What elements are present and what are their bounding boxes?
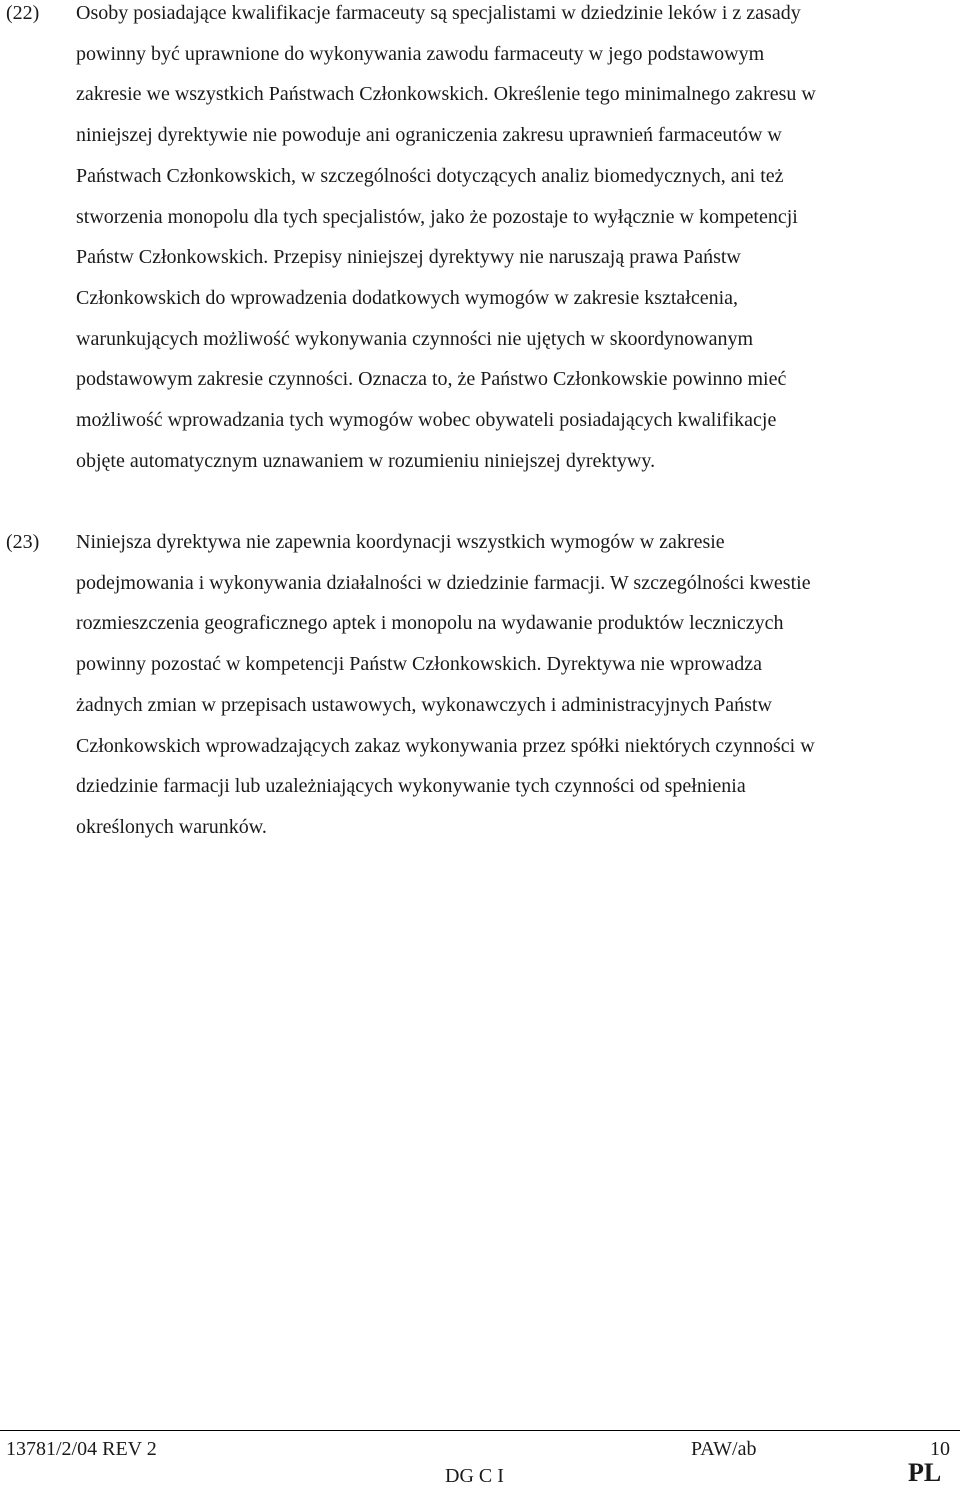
text-line: powinny być uprawnione do wykonywania zawodu farmaceuty w jego podstawowym: [76, 42, 765, 65]
text-line: Państw Członkowskich. Przepisy niniejszej dyrektywy nie naruszają prawa Państw: [76, 246, 741, 269]
text-line: rozmieszczenia geograficznego aptek i monopolu na wydawanie produktów leczniczych: [76, 612, 784, 635]
text-line: niniejszej dyrektywie nie powoduje ani ograniczenia zakresu uprawnień farmaceutów w: [76, 124, 782, 147]
text-line: dziedzinie farmacji lub uzależniających wykonywanie tych czynności od spełnienia: [76, 775, 746, 798]
text-line: zakresie we wszystkich Państwach Członkowskich. Określenie tego minimalnego zakresu w: [76, 83, 816, 106]
text-line: określonych warunków.: [76, 815, 267, 838]
text-line: objęte automatycznym uznawaniem w rozumieniu niniejszej dyrektywy.: [76, 449, 656, 472]
text-line: warunkujących możliwość wykonywania czynności nie ujętych w skoordynowanym: [76, 327, 754, 350]
text-line: Państwach Członkowskich, w szczególności dotyczących analiz biomedycznych, ani też: [76, 164, 784, 187]
recital-number: (23): [6, 531, 40, 553]
text-line: Niniejsza dyrektywa nie zapewnia koordynacji wszystkich wymogów w zakresie: [76, 531, 725, 553]
text-line: stworzenia monopolu dla tych specjalistów, jako że pozostaje to wyłącznie w kompetencji: [76, 205, 798, 228]
text-line: podstawowym zakresie czynności. Oznacza to, że Państwo Członkowskie powinno mieć: [76, 368, 787, 391]
text-line: Członkowskich wprowadzających zakaz wykonywania przez spółki niektórych czynności w: [76, 734, 815, 757]
text-line: możliwość wprowadzania tych wymogów wobec obywateli posiadających kwalifikacje: [76, 409, 777, 431]
text-line: Osoby posiadające kwalifikacje farmaceuty są specjalistami w dziedzinie leków i z zasady: [76, 2, 801, 24]
footer-page-number: 10: [930, 1438, 950, 1460]
text-line: podejmowania i wykonywania działalności w dziedzinie farmacji. W szczególności kwestie: [76, 571, 811, 594]
footer-doc-ref: 13781/2/04 REV 2: [6, 1438, 157, 1460]
footer-author: PAW/ab: [691, 1438, 757, 1460]
recital-number: (22): [6, 2, 40, 24]
footer-divider: [0, 1430, 960, 1431]
recital-22: [0, 0, 960, 493]
footer-dg: DG C I: [445, 1465, 504, 1487]
footer-language: PL: [908, 1458, 942, 1487]
text-line: powinny pozostać w kompetencji Państw Członkowskich. Dyrektywa nie wprowadza: [76, 653, 762, 676]
text-line: żadnych zmian w przepisach ustawowych, wykonawczych i administracyjnych Państw: [76, 693, 772, 716]
text-line: Członkowskich do wprowadzenia dodatkowych wymogów w zakresie kształcenia,: [76, 286, 739, 309]
recital-23: [0, 522, 960, 862]
